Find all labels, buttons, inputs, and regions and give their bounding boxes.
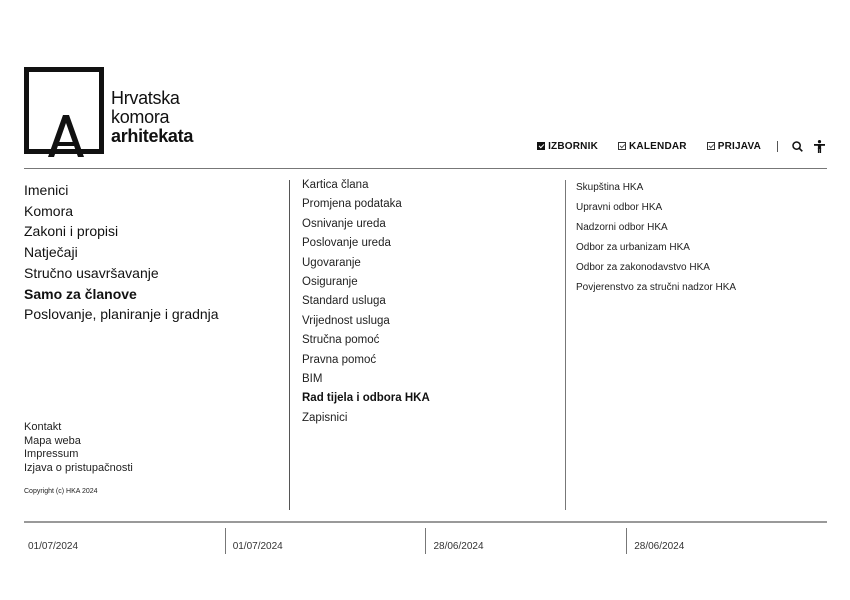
menu-item-strucno-usavrsavanje[interactable]: Stručno usavršavanje <box>24 264 159 281</box>
logo-line-1: Hrvatska <box>111 88 180 108</box>
search-icon <box>792 141 803 152</box>
submenu-item[interactable]: Promjena podataka <box>302 198 402 211</box>
submenu-item[interactable]: Standard usluga <box>302 295 386 308</box>
nav-divider <box>777 141 778 152</box>
news-card[interactable] <box>225 528 426 554</box>
logo-letter-a-icon <box>46 115 86 157</box>
checkbox-icon <box>707 142 715 150</box>
main-menu <box>24 180 288 325</box>
sub-submenu-item[interactable]: Povjerenstvo za stručni nadzor HKA <box>576 281 737 293</box>
hka-logo[interactable] <box>24 67 204 159</box>
logo-line-3: arhitekata <box>111 126 194 146</box>
submenu-item[interactable]: Zapisnici <box>302 411 348 424</box>
sub-submenu-item[interactable]: Odbor za urbanizam HKA <box>576 241 690 253</box>
submenu-item[interactable]: Vrijednost usluga <box>302 314 390 327</box>
footer-links <box>24 421 133 475</box>
sub-submenu-item[interactable]: Odbor za zakonodavstvo HKA <box>576 261 710 273</box>
submenu-item[interactable]: Poslovanje ureda <box>302 237 391 250</box>
news-card[interactable] <box>626 528 827 554</box>
news-date: 28/06/2024 <box>433 541 484 552</box>
accessibility-button[interactable] <box>812 139 826 153</box>
submenu-item[interactable]: Kartica člana <box>302 179 369 191</box>
submenu-column <box>289 180 565 510</box>
footer-link-mapa-weba[interactable]: Mapa weba <box>24 434 81 447</box>
submenu <box>302 176 565 428</box>
copyright-text: Copyright (c) HKA 2024 <box>24 488 98 495</box>
nav-kalendar-label: KALENDAR <box>629 140 687 152</box>
menu-item-imenici[interactable]: Imenici <box>24 182 69 198</box>
header-divider <box>24 168 827 169</box>
news-date: 28/06/2024 <box>634 541 685 552</box>
top-navigation <box>537 139 826 153</box>
nav-prijava-label: PRIJAVA <box>717 140 761 152</box>
news-date: 01/07/2024 <box>232 541 283 552</box>
accessibility-icon <box>814 140 825 153</box>
menu-item-komora[interactable]: Komora <box>24 202 74 219</box>
submenu-item[interactable]: BIM <box>302 373 323 386</box>
news-date: 01/07/2024 <box>28 541 79 552</box>
menu-item-samo-za-clanove[interactable]: Samo za članove <box>24 285 137 302</box>
news-card[interactable] <box>24 528 225 554</box>
logo-wordmark <box>111 89 193 146</box>
sub-submenu-column <box>565 180 827 510</box>
submenu-item[interactable]: Pravna pomoć <box>302 353 377 366</box>
submenu-item[interactable]: Osiguranje <box>302 276 358 289</box>
sub-submenu-item[interactable]: Nadzorni odbor HKA <box>576 221 668 233</box>
nav-prijava[interactable] <box>707 141 761 152</box>
checkbox-icon <box>618 142 626 150</box>
submenu-item-active[interactable]: Rad tijela i odbora HKA <box>302 392 430 405</box>
menu-item-natjecaji[interactable]: Natječaji <box>24 244 78 261</box>
logo-line-2: komora <box>111 107 170 127</box>
news-dates-row <box>24 528 827 554</box>
submenu-item[interactable]: Stručna pomoć <box>302 334 380 347</box>
checkbox-filled-icon <box>537 142 545 150</box>
footer-link-izjava-o-pristupacnosti[interactable]: Izjava o pristupačnosti <box>24 461 133 474</box>
submenu-item[interactable]: Ugovaranje <box>302 256 361 269</box>
sub-submenu-item[interactable]: Skupština HKA <box>576 182 644 193</box>
menu-item-poslovanje-planiranje-gradnja[interactable]: Poslovanje, planiranje i gradnja <box>24 306 219 323</box>
search-button[interactable] <box>790 139 804 153</box>
submenu-item[interactable]: Osnivanje ureda <box>302 217 386 230</box>
news-card[interactable] <box>425 528 626 554</box>
sub-submenu-item[interactable]: Upravni odbor HKA <box>576 201 663 213</box>
nav-kalendar[interactable] <box>618 141 687 152</box>
footer-link-kontakt[interactable]: Kontakt <box>24 421 62 433</box>
content-divider <box>24 521 827 523</box>
nav-izbornik[interactable] <box>537 141 598 152</box>
sub-submenu <box>576 178 827 297</box>
footer-link-impressum[interactable]: Impressum <box>24 448 79 461</box>
nav-izbornik-label: IZBORNIK <box>548 140 599 152</box>
menu-item-zakoni-i-propisi[interactable]: Zakoni i propisi <box>24 223 119 240</box>
